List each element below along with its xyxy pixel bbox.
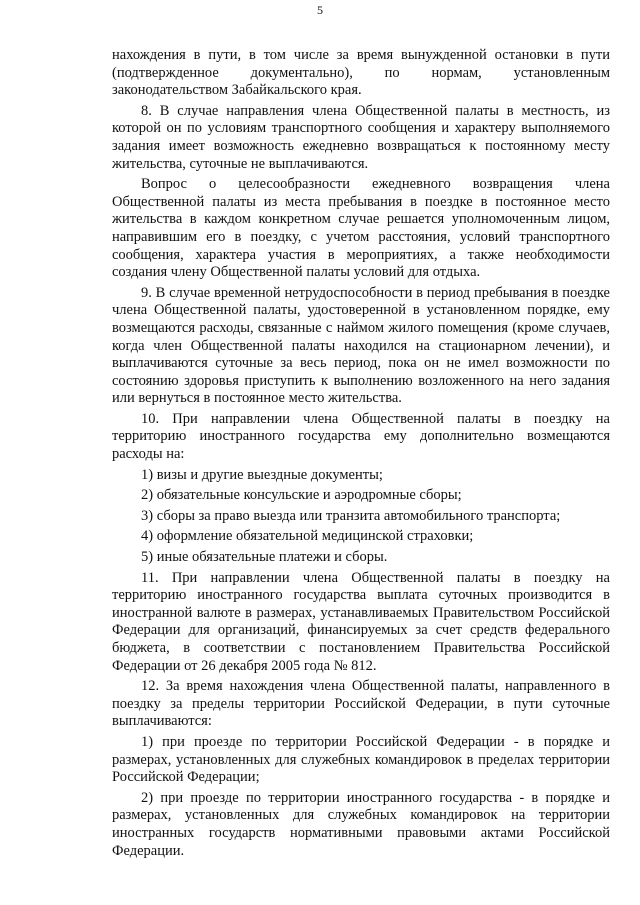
paragraph-daily-return: Вопрос о целесообразности ежедневного возвращения члена Общественной палаты из места пребывания в поездке в постоянное место жительства в каждом конкретном случае решается уполномоченным лицом, направившим его в поездку, с учетом расстояния, условий транспортного сообщения, характера участия в мероприятиях, а также необходимости создания члену Общественной палаты условий для отдыха.	[112, 176, 610, 281]
list-item-consular-fees: 2) обязательные консульские и аэродромные сборы;	[141, 487, 462, 504]
paragraph-continuation: нахождения в пути, в том числе за время вынужденной остановки в пути (подтвержденное документально), по нормам, установленным законодательством Забайкальского края.	[112, 47, 610, 99]
list-item-transit-fees: 3) сборы за право выезда или транзита автомобильного транспорта;	[141, 507, 561, 524]
paragraph-item-8: 8. В случае направления члена Общественной палаты в местность, из которой он по условиям транспортного сообщения и характеру выполняемого задания имеет возможность ежедневно возвращаться к постоянному месту жительства, суточные не выплачиваются.	[112, 102, 610, 172]
paragraph-item-12: 12. За время нахождения члена Общественной палаты, направленного в поездку за пределы территории Российской Федерации, в пути суточные выплачиваются:	[112, 678, 610, 730]
list-item-visas: 1) визы и другие выездные документы;	[141, 466, 383, 483]
list-item-medical-insurance: 4) оформление обязательной медицинской страховки;	[141, 528, 474, 545]
page-number: 5	[317, 3, 323, 17]
paragraph-item-10: 10. При направлении члена Общественной палаты в поездку на территорию иностранного государства ему дополнительно возмещаются расходы на:	[112, 410, 610, 463]
document-body	[112, 47, 610, 860]
paragraph-item-12-sub-1: 1) при проезде по территории Российской Федерации - в порядке и размерах, установленных для служебных командировок в пределах территории Российской Федерации;	[112, 733, 610, 786]
paragraph-item-11: 11. При направлении члена Общественной палаты в поездку на территорию иностранного государства выплата суточных производится в иностранной валюте в размерах, устанавливаемых Правительством Российской Федерации для организаций, финансируемых за счет средств федерального бюджета, в соответствии с постановлением Правительства Российской Федерации от 26 декабря 2005 года № 812.	[112, 569, 610, 674]
paragraph-item-9: 9. В случае временной нетрудоспособности в период пребывания в поездке члена Общественной палаты, удостоверенной в установленном порядке, ему возмещаются расходы, связанные с наймом жилого помещения (кроме случаев, когда член Общественной палаты находился на стационарном лечении), и выплачиваются суточные за весь период, пока он не имел возможности по состоянию здоровья приступить к выполнению возложенного на него задания или вернуться в постоянное место жительства.	[112, 284, 610, 407]
paragraph-item-12-sub-2: 2) при проезде по территории иностранного государства - в порядке и размерах, установленных для служебных командировок на территории иностранных государств нормативными правовыми актами Российской Федерации.	[112, 789, 610, 859]
list-item-other-payments: 5) иные обязательные платежи и сборы.	[141, 549, 388, 566]
